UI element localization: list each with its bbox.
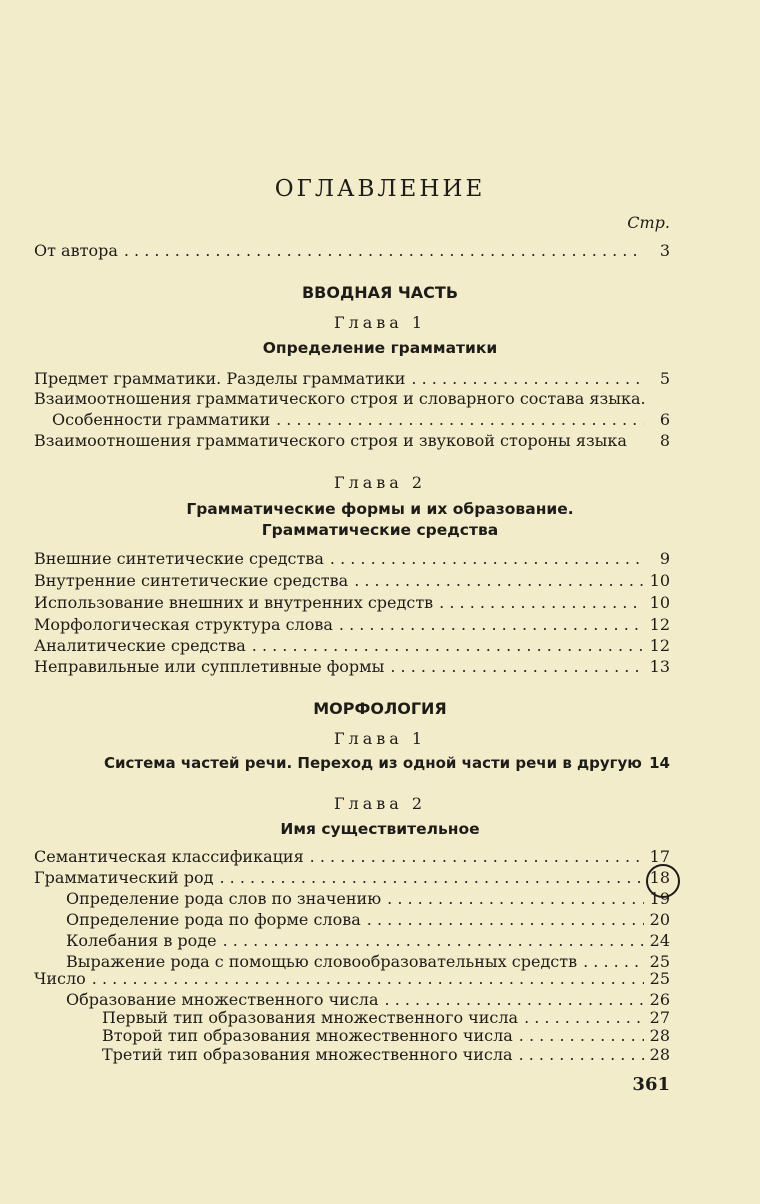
toc-entry — [34, 968, 670, 990]
toc-entry — [52, 409, 670, 431]
entry-page: 12 — [649, 615, 670, 634]
entry-page: 5 — [659, 369, 670, 388]
leader-dots — [439, 592, 643, 614]
entry-page: 28 — [649, 1026, 670, 1045]
entry-text: От автора — [34, 241, 118, 260]
entry-page: 17 — [649, 847, 670, 866]
toc-entry — [34, 656, 670, 678]
entry-text: Система частей речи. Переход из одной части речи в другую — [104, 754, 642, 772]
entry-page: 10 — [649, 593, 670, 612]
entry-text: Первый тип образования множественного числа — [102, 1008, 519, 1027]
toc-entry — [34, 548, 670, 570]
leader-dots — [252, 635, 644, 657]
leader-dots — [339, 614, 644, 636]
entry-page: 6 — [659, 410, 670, 429]
entry-text: Определение рода по форме слова — [66, 910, 361, 929]
toc-entry — [66, 930, 670, 952]
leader-dots — [330, 548, 644, 570]
entry-text: Использование внешних и внутренних средств — [34, 593, 434, 612]
section-heading: МОРФОЛОГИЯ — [313, 699, 447, 718]
entry-page: 25 — [649, 969, 670, 988]
leader-dots — [92, 968, 644, 990]
entry-text: Семантическая классификация — [34, 847, 304, 866]
chapter-title: Грамматические средства — [261, 521, 499, 539]
toc-entry-text: Взаимоотношения грамматического строя и словарного состава языка. — [34, 389, 646, 408]
leader-dots — [310, 846, 644, 868]
chapter-title: Имя существительное — [280, 820, 480, 838]
entry-text: Аналитические средства — [34, 636, 246, 655]
leader-dots — [223, 930, 644, 952]
toc-entry — [34, 635, 670, 657]
chapter-label: Глава 2 — [333, 794, 427, 813]
page-title: ОГЛАВЛЕНИЕ — [274, 176, 486, 202]
toc-entry — [34, 368, 670, 390]
chapter-label: Глава 1 — [333, 729, 427, 748]
leader-dots — [219, 867, 643, 889]
entry-page: 18 — [649, 868, 670, 887]
entry-page: 27 — [649, 1008, 670, 1027]
toc-entry — [34, 614, 670, 636]
toc-entry — [66, 888, 670, 910]
entry-page: 9 — [659, 549, 670, 568]
entry-text: Внешние синтетические средства — [34, 549, 324, 568]
leader-dots — [387, 888, 643, 910]
chapter-label: Глава 1 — [333, 313, 427, 332]
toc-entry — [34, 867, 670, 889]
toc-entry — [104, 752, 670, 774]
leader-dots — [411, 368, 644, 390]
leader-dots — [390, 656, 643, 678]
toc-entry — [34, 570, 670, 592]
entry-page: 3 — [659, 241, 670, 260]
entry-page: 26 — [649, 990, 670, 1009]
chapter-label: Глава 2 — [333, 473, 427, 492]
leader-dots — [354, 570, 643, 592]
entry-text: Третий тип образования множественного числа — [102, 1045, 513, 1064]
entry-page: 10 — [649, 571, 670, 590]
entry-text: Внутренние синтетические средства — [34, 571, 349, 590]
entry-text: Второй тип образования множественного числа — [102, 1026, 513, 1045]
toc-entry — [34, 846, 670, 868]
entry-page: 20 — [649, 910, 670, 929]
entry-page: 25 — [649, 952, 670, 971]
chapter-title: Определение грамматики — [262, 339, 498, 357]
page-column-label: Стр. — [627, 213, 670, 232]
entry-page: 8 — [659, 431, 670, 450]
leader-dots — [519, 1044, 644, 1066]
entry-text: Грамматический род — [34, 868, 214, 887]
entry-page: 14 — [649, 754, 670, 772]
leader-dots — [367, 909, 644, 931]
section-heading: ВВОДНАЯ ЧАСТЬ — [301, 283, 459, 302]
entry-page: 13 — [649, 657, 670, 676]
toc-entry — [34, 430, 670, 452]
entry-text: Взаимоотношения грамматического строя и звуковой стороны языка — [34, 431, 627, 450]
entry-text: Колебания в роде — [66, 931, 217, 950]
entry-text: Выражение рода с помощью словообразовательных средств — [66, 952, 578, 971]
entry-text: Число — [34, 969, 86, 988]
entry-text: Определение рода слов по значению — [66, 889, 382, 908]
leader-dots — [124, 240, 644, 262]
entry-text: Неправильные или супплетивные формы — [34, 657, 385, 676]
toc-entry — [102, 1044, 670, 1066]
entry-page: 28 — [649, 1045, 670, 1064]
entry-page: 12 — [649, 636, 670, 655]
toc-entry — [34, 592, 670, 614]
entry-page: 19 — [649, 889, 670, 908]
entry-text: Образование множественного числа — [66, 990, 379, 1009]
toc-entry — [34, 240, 670, 262]
entry-page: 24 — [649, 931, 670, 950]
entry-text: Морфологическая структура слова — [34, 615, 333, 634]
toc-entry — [66, 909, 670, 931]
entry-text: Предмет грамматики. Разделы грамматики — [34, 369, 406, 388]
chapter-title: Грамматические формы и их образование. — [186, 500, 574, 518]
page-number: 361 — [632, 1074, 670, 1095]
leader-dots — [276, 409, 644, 431]
entry-text: Особенности грамматики — [52, 410, 271, 429]
